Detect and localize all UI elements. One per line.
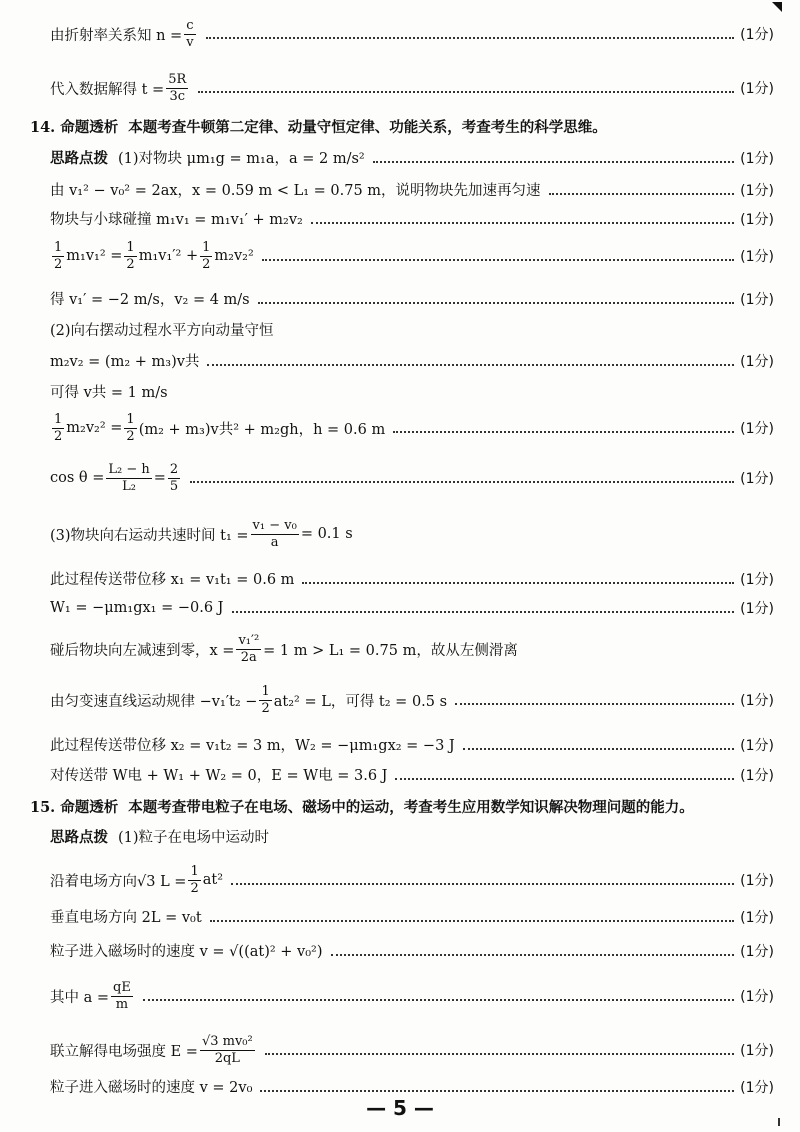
solution-line: [50, 734, 774, 755]
line-text: 碰后物块向左减速到零，x =: [50, 642, 235, 659]
fraction-numerator: 1: [202, 240, 211, 255]
line-text: m₂v₂² =: [66, 420, 123, 437]
fraction: [106, 462, 151, 494]
line-text: 粒子进入磁场时的速度 v = 2v₀: [50, 1080, 253, 1096]
line-content: [50, 350, 199, 371]
score-label: (1分): [740, 767, 774, 784]
score-label: (1分): [740, 873, 774, 890]
fraction-denominator: a: [270, 534, 279, 550]
line-text: 对传送带 W电 + W₁ + W₂ = 0，E = W电 = 3.6 J: [50, 768, 388, 784]
line-content: [50, 1034, 257, 1066]
fraction: [251, 518, 299, 550]
line-content: [50, 826, 269, 847]
line-text: 得 v₁′ = −2 m/s，v₂ = 4 m/s: [50, 292, 250, 308]
fraction-denominator: v: [186, 34, 194, 50]
dot-leader: [260, 1090, 734, 1092]
fraction-denominator: 2: [261, 700, 270, 716]
fraction-denominator: 2qL: [214, 1050, 240, 1066]
fraction: [200, 240, 212, 272]
line-content: [50, 906, 202, 927]
line-text: 本题考查牛顿第二定律、动量守恒定律、功能关系，考查考生的科学思维。: [128, 119, 607, 136]
line-content: [50, 764, 387, 785]
score-label: (1分): [740, 81, 774, 98]
fraction: [259, 684, 271, 716]
line-text: =: [153, 470, 166, 487]
page-number: — 5 —: [366, 1096, 434, 1120]
fraction: [168, 462, 180, 494]
corner-mark-icon: [772, 2, 782, 12]
solution-line: [50, 633, 774, 665]
solution-line: [50, 940, 774, 961]
fraction-denominator: 2: [54, 256, 63, 272]
line-content: [50, 319, 274, 340]
fraction-numerator: 1: [54, 412, 63, 427]
fraction-numerator: L₂ − h: [108, 462, 150, 477]
solution-line: [50, 208, 774, 229]
line-text: cos θ =: [50, 470, 105, 487]
solution-line: [30, 796, 774, 817]
section-tag: 思路点拨: [50, 150, 108, 167]
line-content: [50, 240, 254, 272]
line-text: (3)物块向右运动共速时间 t₁ =: [50, 527, 249, 544]
fraction-numerator: qE: [113, 980, 131, 995]
score-label: (1分): [740, 471, 774, 488]
line-text: 此过程传送带位移 x₂ = v₁t₂ = 3 m，W₂ = −μm₁gx₂ = −3 J: [50, 738, 455, 754]
fraction: [184, 18, 195, 50]
score-label: (1分): [740, 693, 774, 710]
fraction-numerator: 1: [261, 684, 270, 699]
score-label: (1分): [740, 353, 774, 370]
line-text: at²: [202, 872, 224, 889]
solution-line: [50, 980, 774, 1012]
dot-leader: [395, 778, 734, 780]
dot-leader: [455, 703, 734, 705]
fraction-numerator: 2: [169, 462, 179, 477]
line-content: [50, 381, 168, 402]
score-label: (1分): [740, 909, 774, 926]
fraction-numerator: 1: [126, 412, 135, 427]
dot-leader: [265, 1053, 734, 1055]
score-label: (1分): [740, 27, 774, 44]
solution-line: [50, 240, 774, 272]
line-text: 粒子进入磁场时的速度 v = √((at)² + v₀²): [50, 944, 323, 960]
solution-line: [50, 1034, 774, 1066]
line-content: [50, 18, 198, 50]
fraction-denominator: 2: [202, 256, 211, 272]
dot-leader: [549, 193, 735, 195]
solution-line: [50, 179, 774, 200]
solution-line: [50, 906, 774, 927]
line-content: [50, 518, 353, 550]
solution-line: [50, 412, 774, 444]
fraction: [124, 412, 136, 444]
fraction-numerator: 1: [126, 240, 135, 255]
fraction-denominator: 2: [190, 880, 199, 896]
solution-line: [50, 598, 774, 618]
line-content: [50, 179, 541, 200]
edge-mark-icon: [778, 1118, 780, 1126]
score-label: (1分): [740, 989, 774, 1006]
solution-line: [50, 381, 774, 402]
fraction: [124, 240, 136, 272]
solution-line: [50, 72, 774, 104]
line-text: W₁ = −μm₁gx₁ = −0.6 J: [50, 600, 224, 616]
section-tag: 15. 命题透析: [30, 799, 119, 816]
dot-leader: [143, 999, 734, 1001]
fraction-denominator: L₂: [122, 478, 136, 494]
line-text: 由匀变速直线运动规律 −v₁′t₂ −: [50, 693, 258, 710]
dot-leader: [311, 222, 734, 224]
dot-leader: [302, 582, 734, 584]
line-content: [50, 684, 447, 716]
score-label: (1分): [740, 737, 774, 754]
line-content: [50, 462, 182, 494]
dot-leader: [207, 364, 734, 366]
dot-leader: [262, 259, 734, 261]
line-text: (1)对物块 μm₁g = m₁a，a = 2 m/s²: [118, 151, 365, 167]
line-content: [50, 208, 303, 229]
line-text: 由折射率关系知 n =: [50, 27, 183, 44]
line-content: [30, 796, 694, 817]
line-text: = 1 m > L₁ = 0.75 m，故从左侧滑离: [263, 642, 518, 659]
line-content: [50, 412, 385, 444]
score-label: (1分): [740, 249, 774, 266]
line-text: m₁v₁′² +: [138, 248, 199, 265]
line-content: [50, 72, 190, 104]
score-label: (1分): [740, 571, 774, 588]
line-text: m₂v₂ = (m₂ + m₃)v共: [50, 354, 200, 370]
line-content: [50, 1076, 252, 1097]
solution-line: [50, 18, 774, 50]
line-content: [50, 147, 365, 168]
fraction-numerator: 5R: [168, 72, 187, 87]
fraction-denominator: 2: [54, 428, 63, 444]
line-text: 本题考查带电粒子在电场、磁场中的运动，考查考生应用数学知识解决物理问题的能力。: [128, 799, 694, 816]
line-text: m₂v₂²: [214, 248, 254, 265]
line-text: at₂² = L，可得 t₂ = 0.5 s: [273, 693, 448, 710]
solution-line: [50, 864, 774, 896]
line-content: [50, 633, 518, 665]
line-text: 沿着电场方向√3 L =: [50, 873, 187, 890]
score-label: (1分): [740, 1043, 774, 1060]
fraction-numerator: c: [186, 18, 194, 33]
dot-leader: [331, 954, 735, 956]
fraction-numerator: 1: [54, 240, 63, 255]
line-text: 垂直电场方向 2L = v₀t: [50, 910, 202, 926]
solution-line: [50, 764, 774, 785]
dot-leader: [206, 37, 735, 39]
line-text: 由 v₁² − v₀² = 2ax，x = 0.59 m < L₁ = 0.75 m，说明物块先加速再匀速: [50, 183, 541, 199]
score-label: (1分): [740, 943, 774, 960]
fraction-denominator: 2a: [240, 649, 257, 665]
line-text: = 0.1 s: [300, 526, 353, 543]
line-text: 可得 v共 = 1 m/s: [50, 385, 168, 401]
line-content: [50, 568, 294, 589]
fraction-denominator: 3c: [169, 88, 186, 104]
dot-leader: [258, 302, 735, 304]
dot-leader: [232, 611, 735, 613]
dot-leader: [393, 431, 734, 433]
fraction-numerator: √3 mv₀²: [201, 1034, 253, 1049]
line-content: [50, 734, 455, 755]
dot-leader: [373, 161, 734, 163]
fraction-denominator: 2: [126, 428, 135, 444]
score-label: (1分): [740, 421, 774, 438]
score-label: (1分): [740, 601, 774, 617]
score-label: (1分): [740, 291, 774, 308]
solution-line: [50, 826, 774, 847]
fraction: [166, 72, 188, 104]
line-text: 代入数据解得 t =: [50, 81, 165, 98]
solution-line: [50, 1076, 774, 1097]
solution-line: [50, 568, 774, 589]
score-label: (1分): [740, 182, 774, 199]
solution-line: [50, 288, 774, 309]
line-content: [50, 864, 223, 896]
fraction-numerator: 1: [190, 864, 199, 879]
solution-line: [50, 147, 774, 168]
solution-line: [50, 350, 774, 371]
dot-leader: [463, 748, 734, 750]
score-label: (1分): [740, 211, 774, 228]
line-content: [50, 288, 250, 309]
line-text: 物块与小球碰撞 m₁v₁ = m₁v₁′ + m₂v₂: [50, 212, 303, 228]
fraction-denominator: 5: [169, 478, 179, 494]
section-tag: 思路点拨: [50, 829, 108, 846]
fraction: [52, 240, 64, 272]
dot-leader: [231, 883, 734, 885]
fraction: [200, 1034, 255, 1066]
solution-line: [50, 462, 774, 494]
line-content: [30, 116, 607, 137]
line-text: 联立解得电场强度 E =: [50, 1043, 198, 1060]
solution-line: [50, 518, 774, 550]
fraction-numerator: v₁ − v₀: [252, 518, 297, 533]
line-content: [50, 980, 135, 1012]
fraction: [236, 633, 261, 665]
dot-leader: [198, 91, 734, 93]
dot-leader: [190, 481, 734, 483]
line-text: 此过程传送带位移 x₁ = v₁t₁ = 0.6 m: [50, 572, 295, 588]
line-text: 其中 a =: [50, 989, 110, 1006]
solution-line: [30, 116, 774, 137]
line-text: (m₂ + m₃)v共² + m₂gh，h = 0.6 m: [138, 421, 386, 438]
fraction-denominator: 2: [126, 256, 135, 272]
line-text: m₁v₁² =: [66, 248, 123, 265]
fraction: [188, 864, 200, 896]
solution-line: [50, 319, 774, 340]
score-label: (1分): [740, 150, 774, 167]
line-text: (2)向右摆动过程水平方向动量守恒: [50, 323, 274, 339]
solution-line: [50, 684, 774, 716]
section-tag: 14. 命题透析: [30, 119, 119, 136]
fraction-denominator: m: [115, 996, 129, 1012]
fraction-numerator: v₁′²: [238, 633, 260, 648]
dot-leader: [210, 920, 734, 922]
fraction: [52, 412, 64, 444]
line-text: (1)粒子在电场中运动时: [118, 830, 270, 846]
score-label: (1分): [740, 1079, 774, 1096]
fraction: [111, 980, 133, 1012]
line-content: [50, 940, 323, 961]
line-content: [50, 600, 224, 616]
